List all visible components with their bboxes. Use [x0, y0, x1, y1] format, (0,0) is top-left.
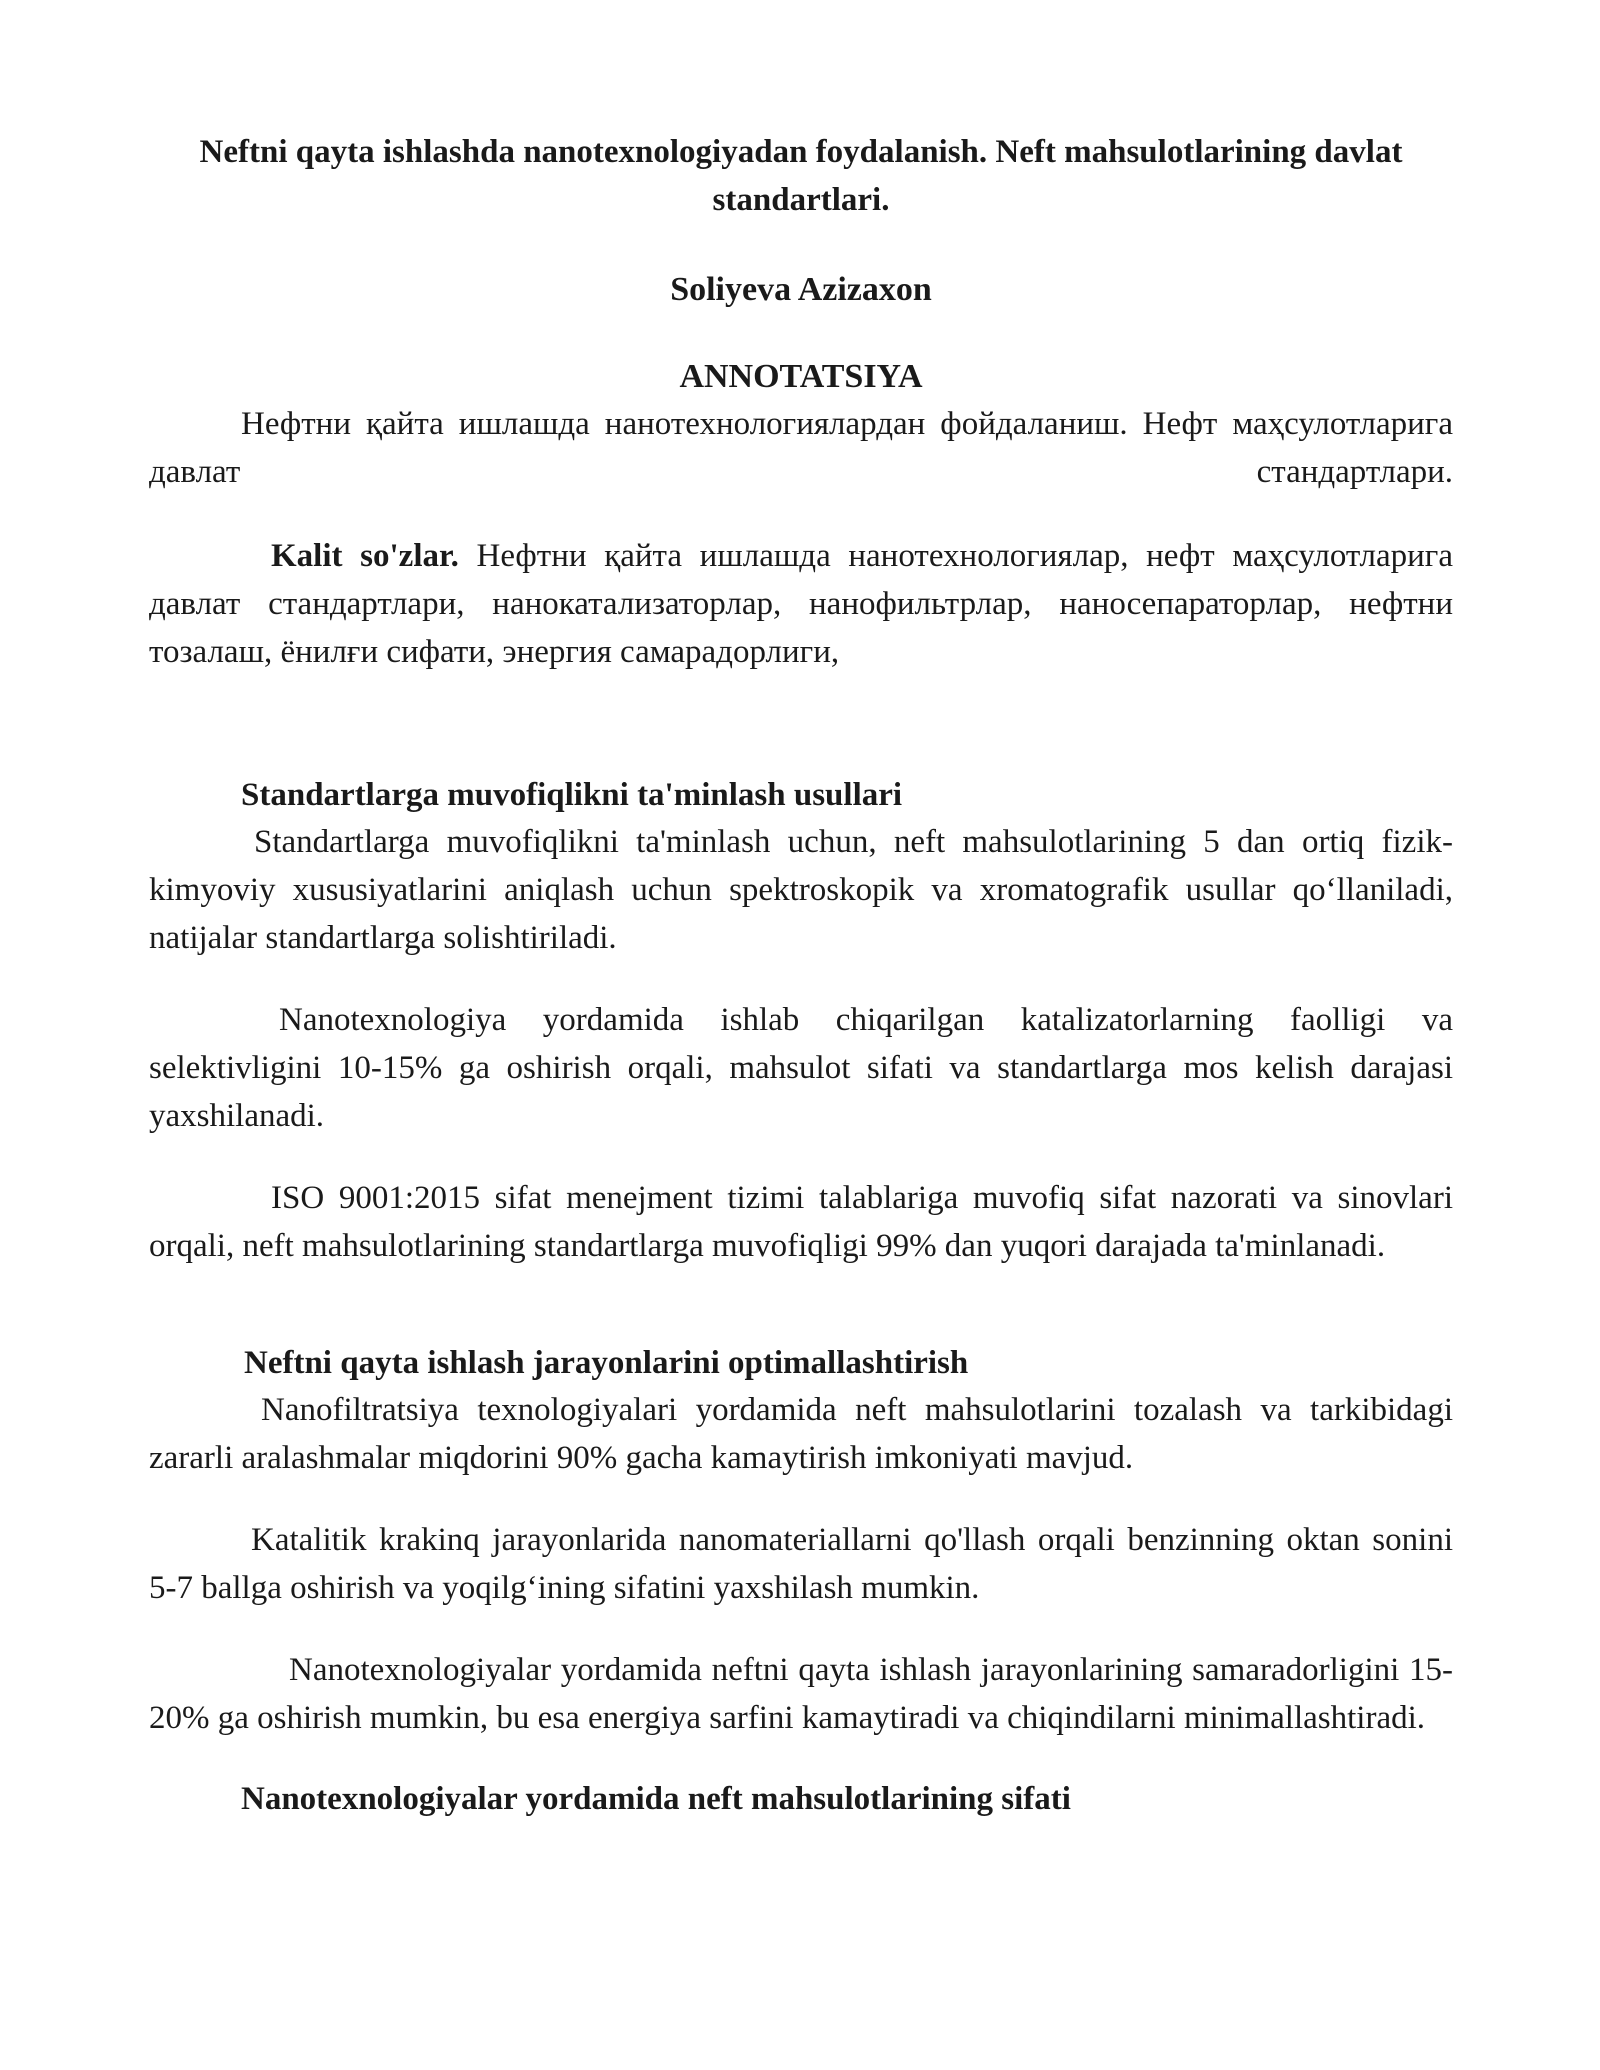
annotation-heading: ANNOTATSIYA — [679, 358, 923, 395]
paragraph: Nanotexnologiyalar yordamida neftni qayta ishlash jarayonlarining samaradorligini 15-20% ga oshirish mumkin, bu esa energiya sarfini kamaytiradi va chiqindilarni minimallashtiradi. — [149, 1652, 1453, 1736]
annotation-text: Нефтни қайта ишлашда нанотехнологиялардан фойдаланиш. Нефт маҳсулотларига давлат стандартлари. — [149, 406, 1453, 490]
spacer — [149, 496, 1453, 532]
paragraph: Nanofiltratsiya texnologiyalari yordamida neft mahsulotlarini tozalash va tarkibidagi zararli aralashmalar miqdorini 90% gacha kamaytirish imkoniyati mavjud. — [149, 1392, 1453, 1476]
document-page — [149, 128, 1453, 1822]
spacer — [149, 962, 1453, 996]
spacer — [149, 1742, 1453, 1776]
spacer — [149, 1140, 1453, 1174]
paragraph: Nanotexnologiya yordamida ishlab chiqarilgan katalizatorlarning faolligi va selektivligini 10-15% ga oshirish orqali, mahsulot sifati va standartlarga mos kelish darajasi yaxshilanadi. — [149, 1002, 1453, 1134]
keywords-paragraph — [149, 532, 1453, 676]
section-heading-standards: Standartlarga muvofiqlikni ta'minlash usullari — [241, 777, 903, 813]
spacer — [149, 1270, 1453, 1340]
keywords-label: Kalit so'zlar. — [271, 538, 459, 574]
spacer — [149, 1482, 1453, 1516]
spacer — [149, 676, 1453, 772]
paragraph: Standartlarga muvofiqlikni ta'minlash uchun, neft mahsulotlarining 5 dan ortiq fizik-kimyoviy xususiyatlarini aniqlash uchun spektroskopik va xromatografik usullar qo‘llaniladi, natijalar standartlarga solishtiriladi. — [149, 824, 1453, 956]
section-heading-quality: Nanotexnologiyalar yordamida neft mahsulotlarining sifati — [241, 1781, 1071, 1817]
author-name: Soliyeva Azizaxon — [670, 271, 932, 308]
paragraph: ISO 9001:2015 sifat menejment tizimi talablariga muvofiq sifat nazorati va sinovlari orqali, neft mahsulotlarining standartlarga muvofiqligi 99% dan yuqori darajada ta'minlanadi. — [149, 1180, 1453, 1264]
document-title: Neftni qayta ishlashda nanotexnologiyadan foydalanish. Neft mahsulotlarining davlat standartlari. — [199, 134, 1403, 218]
section-heading-optimization: Neftni qayta ishlash jarayonlarini optimallashtirish — [244, 1345, 969, 1381]
paragraph: Katalitik krakinq jarayonlarida nanomateriallarni qo'llash orqali benzinning oktan sonini 5-7 ballga oshirish va yoqilg‘ining sifatini yaxshilash mumkin. — [149, 1522, 1453, 1606]
keywords-text: Нефтни қайта ишлашда нанотехнологиялар, нефт маҳсулотларига давлат стандартлари, нанокатализаторлар, нанофильтрлар, наносепараторлар, нефтни тозалаш, ёнилғи сифати, энергия самарадорлиги, — [149, 538, 1453, 670]
spacer — [149, 1612, 1453, 1646]
